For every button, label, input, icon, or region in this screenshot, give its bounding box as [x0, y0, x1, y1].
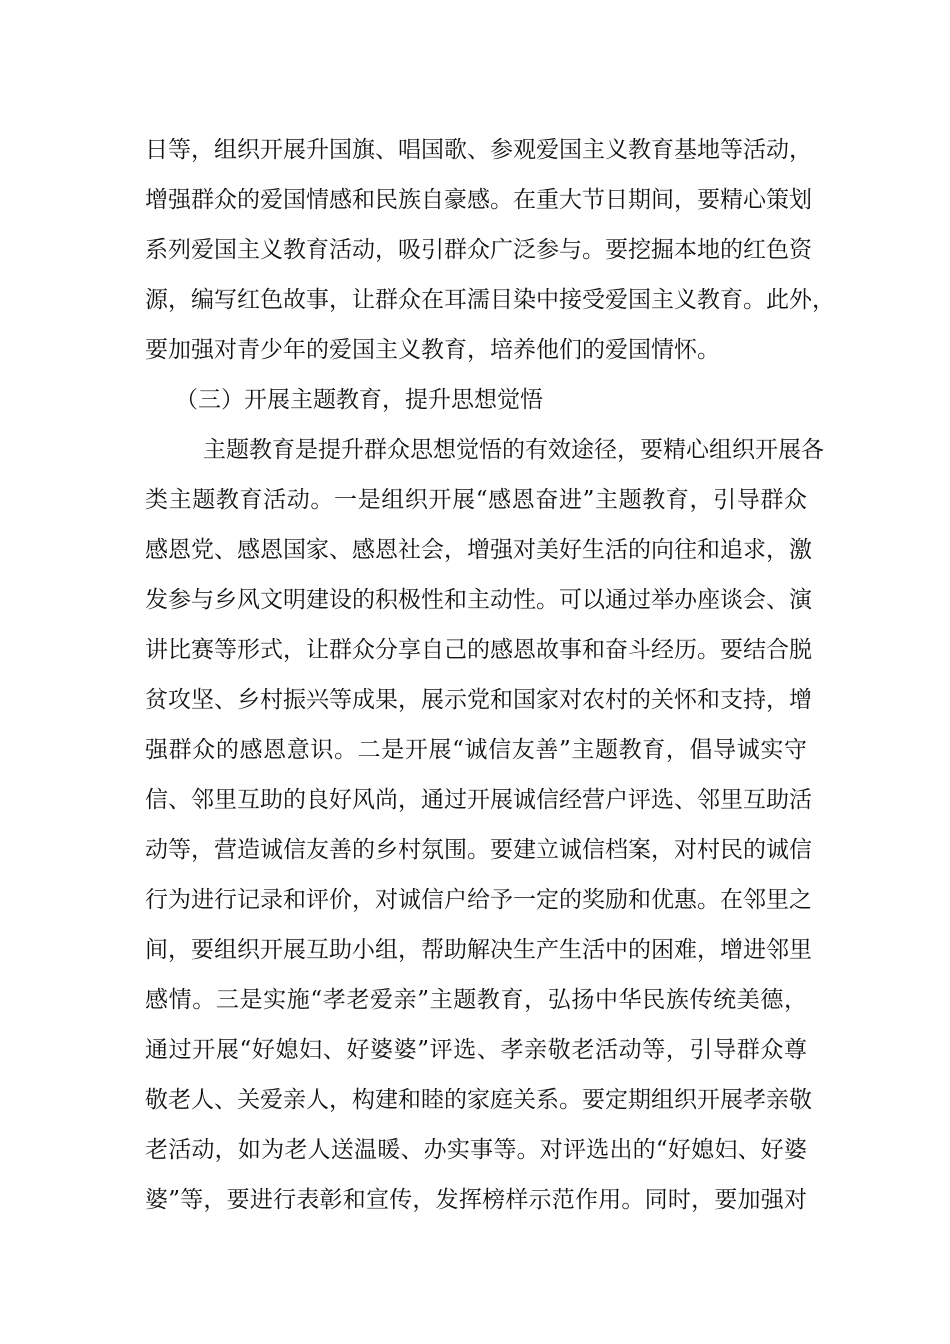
text-line: 要加强对青少年的爱国主义教育，培养他们的爱国情怀。	[145, 337, 720, 363]
text-line: 信、邻里互助的良好风尚，通过开展诚信经营户评选、邻里互助活	[145, 787, 812, 813]
text-line: 感情。三是实施“孝老爱亲”主题教育，弘扬中华民族传统美德，	[145, 987, 807, 1013]
text-line: 类主题教育活动。一是组织开展“感恩奋进”主题教育，引导群众	[145, 487, 807, 513]
text-line: 讲比赛等形式，让群众分享自己的感恩故事和奋斗经历。要结合脱	[145, 637, 812, 663]
text-line: 系列爱国主义教育活动，吸引群众广泛参与。要挖掘本地的红色资	[145, 237, 812, 263]
text-line: 贫攻坚、乡村振兴等成果，展示党和国家对农村的关怀和支持，增	[145, 687, 812, 713]
text-line: 老活动，如为老人送温暖、办实事等。对评选出的“好媳妇、好婆	[145, 1137, 807, 1163]
text-line: 发参与乡风文明建设的积极性和主动性。可以通过举办座谈会、演	[145, 587, 812, 613]
text-line: 感恩党、感恩国家、感恩社会，增强对美好生活的向往和追求，激	[145, 537, 812, 563]
text-line: 主题教育是提升群众思想觉悟的有效途径，要精心组织开展各	[203, 437, 824, 463]
text-line: 婆”等，要进行表彰和宣传，发挥榜样示范作用。同时，要加强对	[145, 1187, 807, 1213]
text-line: 强群众的感恩意识。二是开展“诚信友善”主题教育，倡导诚实守	[145, 737, 807, 763]
section-heading: （三）开展主题教育，提升思想觉悟	[175, 387, 543, 413]
text-line: 敬老人、关爱亲人，构建和睦的家庭关系。要定期组织开展孝亲敬	[145, 1087, 812, 1113]
text-line: 源，编写红色故事，让群众在耳濡目染中接受爱国主义教育。此外，	[145, 287, 835, 313]
text-line: 通过开展“好媳妇、好婆婆”评选、孝亲敬老活动等，引导群众尊	[145, 1037, 807, 1063]
paragraph-theme-education	[145, 425, 824, 1225]
text-line: 增强群众的爱国情感和民族自豪感。在重大节日期间，要精心策划	[145, 187, 812, 213]
paragraph-patriotic-education	[145, 125, 835, 375]
text-line: 行为进行记录和评价，对诚信户给予一定的奖励和优惠。在邻里之	[145, 887, 812, 913]
document-page	[145, 125, 835, 1225]
text-line: 日等，组织开展升国旗、唱国歌、参观爱国主义教育基地等活动，	[145, 137, 812, 163]
text-line: 间，要组织开展互助小组，帮助解决生产生活中的困难，增进邻里	[145, 937, 812, 963]
text-line: 动等，营造诚信友善的乡村氛围。要建立诚信档案，对村民的诚信	[145, 837, 812, 863]
